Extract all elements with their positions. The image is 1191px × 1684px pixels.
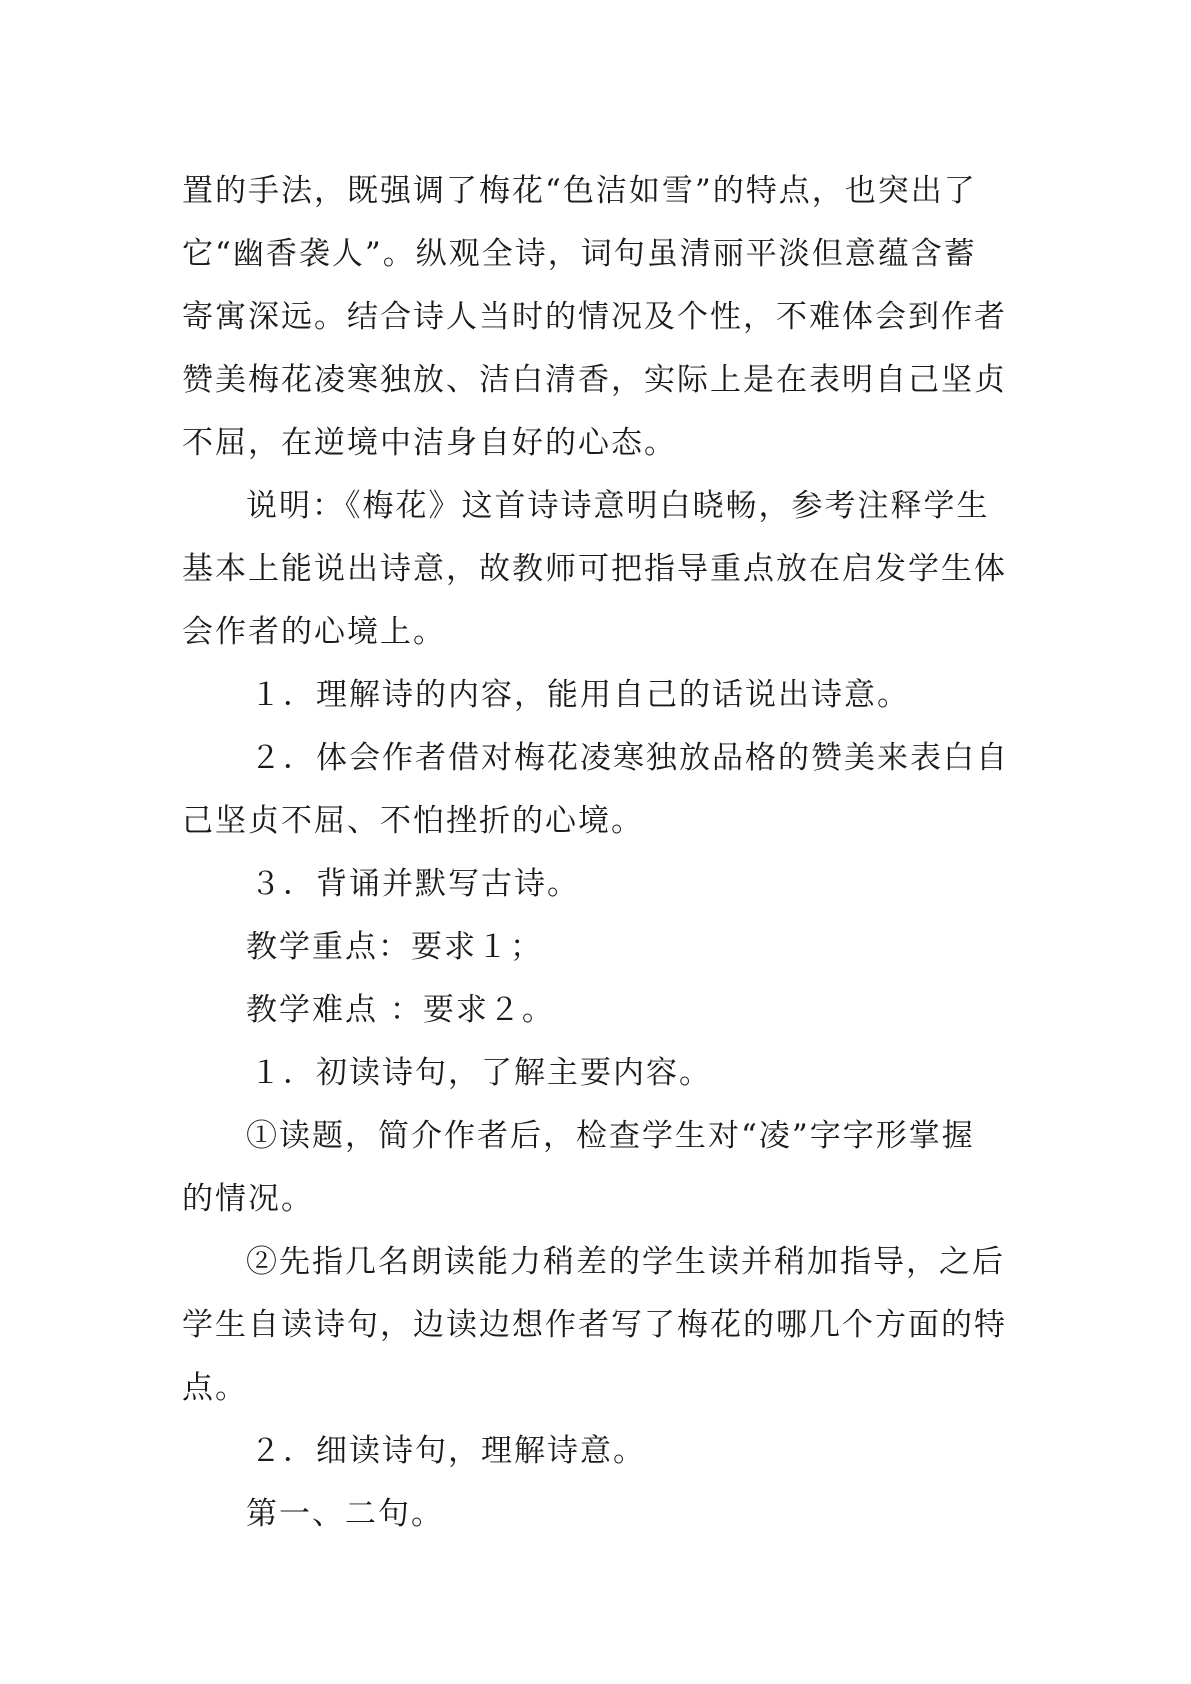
list-item: １．理解诗的内容，能用自己的话说出诗意。 bbox=[250, 677, 910, 713]
list-item: ２．体会作者借对梅花凌寒独放品格的赞美来表白自 bbox=[250, 740, 1009, 776]
list-item: ①读题，简介作者后，检查学生对“凌”字字形掌握 bbox=[246, 1118, 975, 1154]
list-item: ②先指几名朗读能力稍差的学生读并稍加指导，之后 bbox=[246, 1244, 1005, 1280]
paragraph-line: 会作者的心境上。 bbox=[182, 614, 446, 650]
paragraph-line: 说明：《梅花》这首诗诗意明白晓畅，参考注释学生 bbox=[246, 488, 990, 524]
paragraph-line: 不屈，在逆境中洁身自好的心态。 bbox=[182, 425, 677, 461]
list-item: ３．背诵并默写古诗。 bbox=[250, 866, 580, 902]
paragraph-line: 点。 bbox=[182, 1370, 248, 1406]
document-body bbox=[182, 160, 1012, 1546]
teaching-focus: 教学重点：要求１； bbox=[246, 929, 543, 965]
list-item: １．初读诗句，了解主要内容。 bbox=[250, 1055, 712, 1091]
teaching-difficulty: 教学难点 ：要求２。 bbox=[246, 992, 555, 1028]
paragraph-line: 己坚贞不屈、不怕挫折的心境。 bbox=[182, 803, 644, 839]
paragraph-line: 的情况。 bbox=[182, 1181, 314, 1217]
paragraph-line: 它“幽香袭人”。纵观全诗，词句虽清丽平淡但意蕴含蓄 bbox=[182, 236, 977, 272]
paragraph-line: 第一、二句。 bbox=[246, 1496, 444, 1532]
paragraph-line: 置的手法，既强调了梅花“色洁如雪”的特点，也突出了 bbox=[182, 173, 977, 209]
list-item: ２．细读诗句，理解诗意。 bbox=[250, 1433, 646, 1469]
paragraph-line: 学生自读诗句，边读边想作者写了梅花的哪几个方面的特 bbox=[182, 1307, 1007, 1343]
paragraph-line: 基本上能说出诗意，故教师可把指导重点放在启发学生体 bbox=[182, 551, 1007, 587]
paragraph-line: 寄寓深远。结合诗人当时的情况及个性，不难体会到作者 bbox=[182, 299, 1007, 335]
paragraph-line: 赞美梅花凌寒独放、洁白清香，实际上是在表明自己坚贞 bbox=[182, 362, 1007, 398]
